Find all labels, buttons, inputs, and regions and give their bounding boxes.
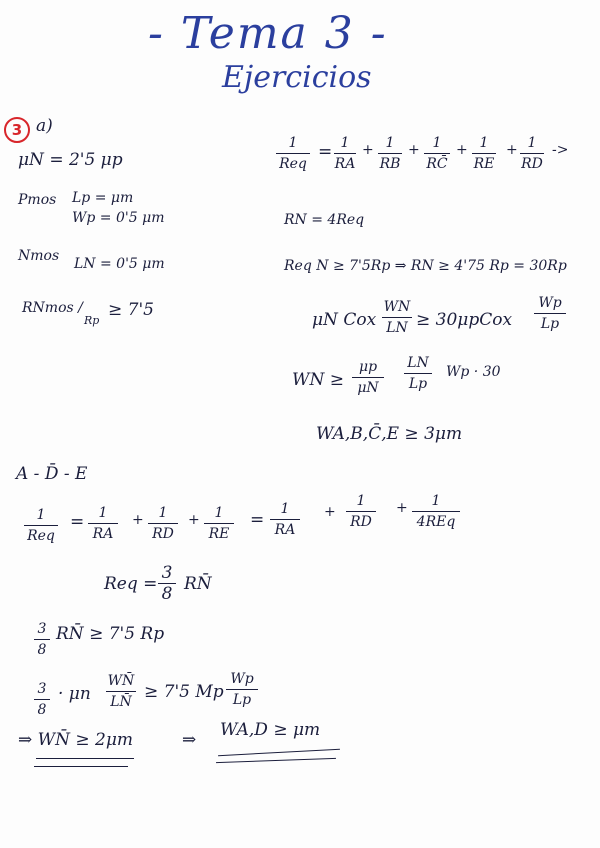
ln-over-lp: LN Lp	[404, 354, 432, 393]
second-term2-rd: 1 RD	[346, 492, 376, 531]
wn-inequality-lhs: WN ≥	[292, 370, 344, 390]
second-req-lhs: 1 Req	[24, 506, 58, 545]
plus-sign: +	[132, 512, 144, 528]
plus-sign: +	[396, 500, 408, 516]
req-eq-equals: =	[318, 142, 333, 162]
three-eighths: 3 8	[34, 680, 50, 719]
plus-sign: +	[408, 142, 420, 158]
req-eq-lhs: 1 Req	[276, 134, 310, 173]
mup-over-mun: μp μN	[352, 358, 384, 397]
wn-inequality-tail: Wp · 30	[446, 364, 501, 380]
equals-sign: =	[70, 512, 85, 532]
second-term2-ra: 1 RA	[270, 500, 300, 539]
plus-sign: +	[362, 142, 374, 158]
mu-cox-mid: ≥ 30μpCox	[416, 310, 513, 330]
plus-sign: +	[506, 142, 518, 158]
second-term-ra: 1 RA	[88, 504, 118, 543]
plus-sign: +	[188, 512, 200, 528]
pmos-label: Pmos	[18, 192, 57, 208]
second-term-rd: 1 RD	[148, 504, 178, 543]
three-eighths: 3 8	[34, 620, 50, 659]
pmos-width: Wp = 0'5 μm	[72, 210, 165, 226]
req-term-rd: 1 RD	[521, 135, 543, 172]
wp-over-lp: Wp Lp	[534, 294, 566, 333]
resistance-ratio-sub: Rp	[84, 314, 100, 327]
equals-sign: =	[250, 510, 265, 530]
req-rhs: RN̄	[184, 574, 212, 594]
wn-over-ln: WN LN	[383, 299, 411, 336]
implies-arrow: ->	[552, 142, 569, 158]
result-underline	[218, 749, 340, 756]
rn-equation: RN = 4Req	[284, 212, 365, 228]
resistance-ratio-lhs: RNmos /	[22, 300, 83, 316]
plus-sign: +	[324, 504, 336, 520]
path-label: A - D̄ - E	[16, 464, 88, 484]
result-underline	[34, 766, 128, 767]
page-subtitle: Ejercicios	[222, 60, 372, 95]
result-wad: WA,D ≥ μm	[220, 720, 321, 740]
result-underline	[216, 758, 336, 763]
result-wn: ⇒ WN̄ ≥ 2μm	[18, 730, 134, 750]
req-lhs: Req =	[104, 574, 158, 594]
wp-over-lp: Wp Lp	[226, 670, 258, 709]
nmos-label: Nmos	[18, 248, 60, 264]
mp-inequality: ≥ 7'5 Mp	[144, 682, 224, 702]
reqn-inequality: Req N ≥ 7'5Rp ⇒ RN ≥ 4'75 Rp = 30Rp	[284, 258, 567, 274]
page-title: - Tema 3 -	[148, 8, 388, 59]
req-term-re: 1 RE	[473, 135, 495, 172]
second-term-re: 1 RE	[204, 504, 234, 543]
result-arrow: ⇒	[182, 730, 197, 750]
mu-cox-lhs: μN Cox	[312, 310, 377, 330]
req-term-ra: 1 RA	[334, 135, 356, 172]
exercise-number-badge: 3	[4, 117, 30, 143]
req-term-rc: 1 RC̄	[424, 134, 450, 173]
resistance-ratio-rhs: ≥ 7'5	[108, 300, 154, 320]
plus-sign: +	[456, 142, 468, 158]
nmos-length: LN = 0'5 μm	[74, 256, 165, 272]
exercise-part-label: a)	[36, 116, 53, 136]
three-eighths: 3 8	[158, 564, 176, 603]
mobility-ratio: μN = 2'5 μp	[18, 150, 123, 170]
pmos-length: Lp = μm	[72, 190, 134, 206]
wn-over-ln-bar: WN̄ LN̄	[107, 673, 135, 710]
req-term-rb: 1 RB	[379, 135, 401, 172]
result-underline	[36, 758, 134, 759]
rn-inequality: RN̄ ≥ 7'5 Rp	[56, 624, 165, 644]
wabce-result: WA,B,C̄,E ≥ 3μm	[316, 424, 463, 444]
second-term2-4req: 1 4REq	[412, 492, 460, 531]
mu-n-term: · μn	[58, 684, 91, 704]
